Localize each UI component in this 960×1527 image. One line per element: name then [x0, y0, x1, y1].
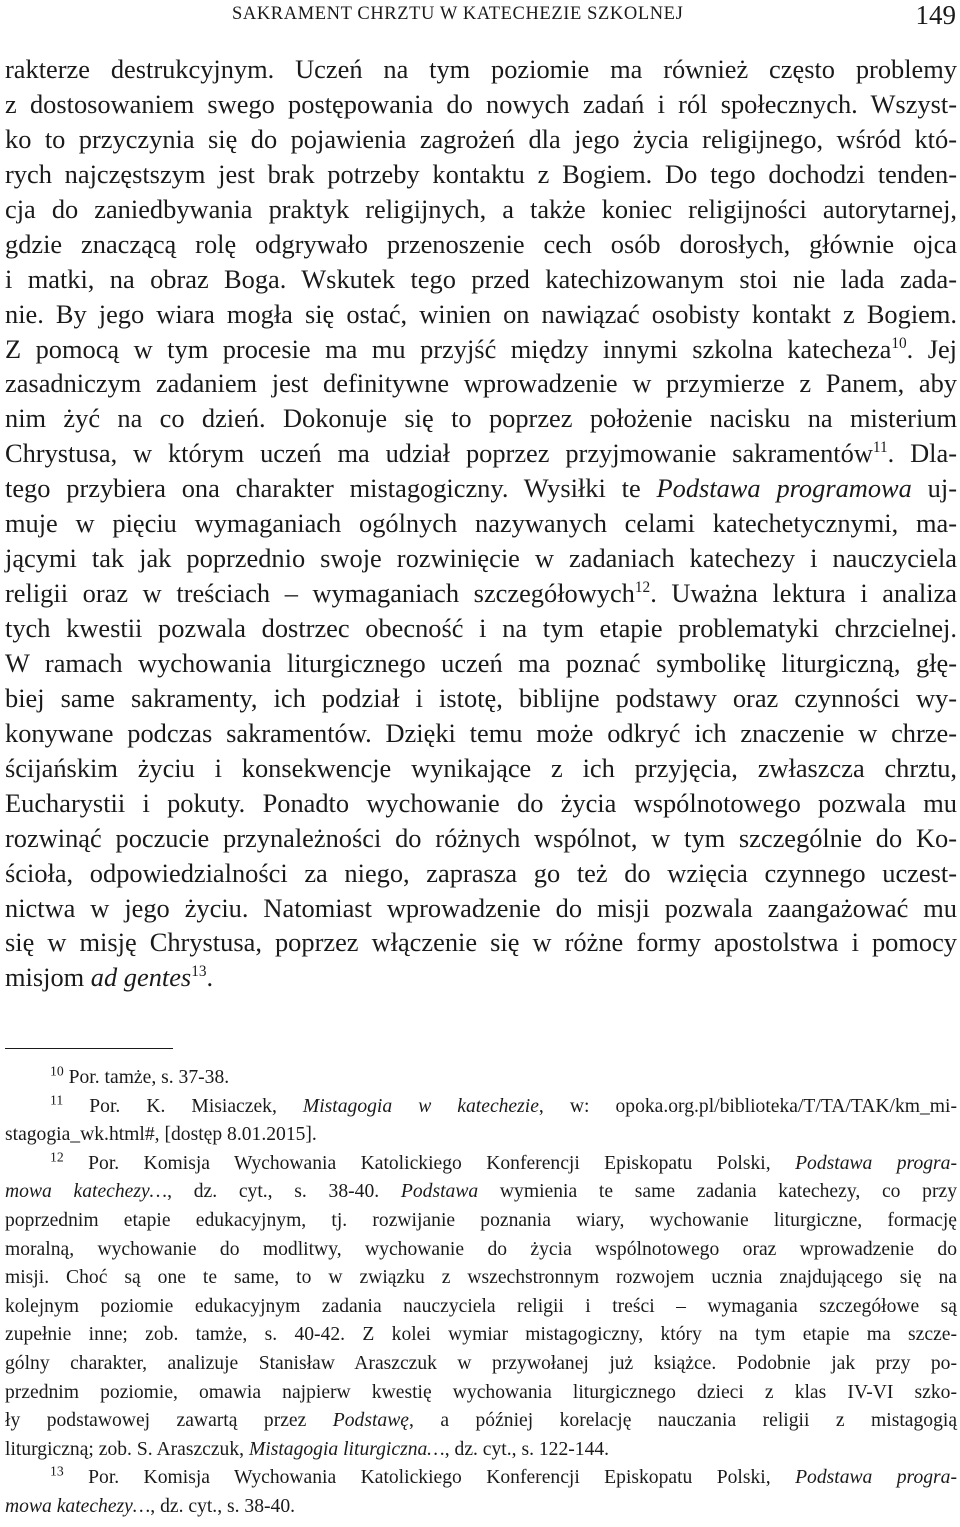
footnote-line: gólny charakter, analizuje Stanisław Araszczuk w przywołanej już książce. Podobnie jak przy po-: [5, 1352, 957, 1374]
page-header: [0, 0, 960, 40]
footnote-separator: [5, 1048, 173, 1049]
footnote-12: $^{12}$ Por. Komisja Wychowania Katolickiego Konferencji Episkopatu Polski, Podstawa progra-: [50, 1149, 957, 1174]
footnote-number: 13: [50, 1463, 64, 1479]
footnote-line: misji. Choć są one te same, to w związku z wszechstronnym rozwojem ucznia znajdującego się na: [5, 1267, 957, 1289]
footnote-number: 10: [50, 1063, 64, 1079]
main-paragraph: [5, 52, 957, 995]
footnote-line: mowa katechezy…, dz. cyt., s. 38-40.: [5, 1495, 296, 1517]
text-line: ścijańskim życiu i konsekwencje wynikające z ich przyjęcia, zwłaszcza chrztu,: [5, 752, 957, 783]
footnote-line: kolejnym poziomie edukacyjnym zadania nauczyciela religii i treści – wymagania szczegółowe są: [5, 1295, 957, 1317]
footnote-11: $^{11}$ Por. K. Misiaczek, Mistagogia w katechezie, w: opoka.org.pl/biblioteka/T/TA/TAK/km_mi-: [50, 1092, 958, 1117]
text-line: zasadniczym zadaniem jest definitywne wprowadzenie w przymierze z Panem, aby: [5, 368, 957, 399]
text-line: rakterze destrukcyjnym. Uczeń na tym poziomie ma również często problemy: [5, 54, 957, 84]
text-line: nictwa w jego życiu. Natomiast wprowadzenie do misji pozwala zaangażować mu: [5, 892, 957, 923]
text-line: cja do zaniedbywania praktyk religijnych, a także koniec religijności autorytarnej,: [5, 193, 957, 224]
footnote-line: przednim poziomie, omawia najpierw kwestię wychowania liturgicznego dzieci z klas IV-VI szko-: [5, 1381, 957, 1403]
text-line: rych najczęstszym jest brak potrzeby kontaktu z Bogiem. Do tego dochodzi tenden-: [5, 158, 957, 189]
footnote-ref: 12: [634, 579, 651, 597]
footnote-line: moralną, wychowanie do modlitwy, wychowanie do życia wspólnotowego oraz wprowadzenie do: [5, 1238, 957, 1260]
text-line: misjom ad gentes$^{13}$.: [5, 962, 214, 993]
text-line: gdzie znaczącą rolę odgrywało przenoszenie cech osób dorosłych, głównie ojca: [5, 228, 957, 259]
text-line: nie. By jego wiara mogła się ostać, winien on nawiązać osobisty kontakt z Bogiem.: [5, 298, 957, 329]
footnote-line: stagogia_wk.html#, [dostęp 8.01.2015].: [5, 1124, 317, 1146]
text-line: nim żyć na co dzień. Dokonuje się to poprzez położenie nacisku na misterium: [5, 403, 957, 434]
footnote-number: 12: [50, 1149, 64, 1165]
footnotes: [5, 1064, 957, 1522]
text-line: Chrystusa, w którym uczeń ma udział poprzez przyjmowanie sakramentów$^{11}$. Dla-: [5, 438, 957, 469]
text-line: ścioła, odpowiedzialności za niego, zaprasza go też do wzięcia czynnego uczest-: [5, 857, 957, 888]
footnote-13: $^{13}$ Por. Komisja Wychowania Katolickiego Konferencji Episkopatu Polski, Podstawa progra-: [50, 1463, 957, 1489]
footnote-line: ły podstawowej zawartą przez Podstawę, a później korelację nauczania religii z mistagogią: [5, 1410, 958, 1432]
footnote-number: 11: [50, 1092, 64, 1108]
text-line: się w misję Chrystusa, poprzez włączenie się w różne formy apostolstwa i pomocy: [5, 927, 957, 958]
footnote-10: $^{10}$ Por. tamże, s. 37-38.: [50, 1063, 230, 1088]
text-line: konywane podczas sakramentów. Dzięki temu może odkryć ich znaczenie w chrze-: [5, 717, 957, 748]
text-line: muje w pięciu wymaganiach ogólnych nazywanych celami katechetycznymi, ma-: [5, 508, 957, 539]
text-line: Eucharystii i pokuty. Ponadto wychowanie do życia wspólnotowego pozwala mu: [5, 787, 957, 818]
text-line: religii oraz w treściach – wymaganiach szczegółowych$^{12}$. Uważna lektura i analiza: [5, 578, 957, 609]
footnote-line: mowa katechezy…, dz. cyt., s. 38-40. Podstawa wymienia te same zadania katechezy, co przy: [5, 1181, 957, 1203]
text-line: rozwinąć poczucie przynależności do różnych wspólnot, w tym szczególnie do Ko-: [5, 822, 957, 853]
text-line: tych kwestii pozwala dostrzec obecność i na tym etapie problematyki chrzcielnej.: [5, 613, 957, 643]
page-number: 149: [915, 0, 956, 30]
text-line: i matki, na obraz Boga. Wskutek tego przed katechizowanym stoi nie lada zada-: [5, 263, 957, 294]
footnote-ref: 10: [891, 334, 907, 352]
text-line: biej same sakramenty, ich podział i istotę, biblijne podstawy oraz czynności wy-: [5, 682, 957, 713]
text-line: Z pomocą w tym procesie ma mu przyjść między innymi szkolna katecheza$^{10}$. Jej: [5, 333, 958, 364]
text-line: tego przybiera ona charakter mistagogiczny. Wysiłki te Podstawa programowa uj-: [5, 473, 957, 504]
text-line: z dostosowaniem swego postępowania do nowych zadań i ról społecznych. Wszyst-: [5, 88, 957, 119]
footnote-ref: 11: [872, 439, 888, 457]
footnote-line: zupełnie inne; zob. tamże, s. 40-42. Z kolei wymiar mistagogiczny, który na tym etapie ma szcze-: [5, 1324, 957, 1346]
text-line: jącymi tak jak poprzednio swoje rozwinięcie w zadaniach katechezy i nauczyciela: [5, 543, 957, 574]
text-line: W ramach wychowania liturgicznego uczeń ma poznać symbolikę liturgiczną, głę-: [5, 647, 957, 678]
footnote-ref: 13: [191, 963, 207, 981]
running-title: SAKRAMENT CHRZTU W KATECHEZIE SZKOLNEJ: [232, 4, 684, 24]
footnote-line: poprzednim etapie edukacyjnym, tj. rozwijanie poznania wiary, wychowanie liturgiczne, formację: [5, 1209, 957, 1231]
footnote-line: liturgiczną; zob. S. Araszczuk, Mistagogia liturgiczna…, dz. cyt., s. 122-144.: [5, 1438, 610, 1460]
text-line: ko to przyczynia się do pojawienia zagrożeń dla jego życia religijnego, wśród któ-: [5, 123, 957, 154]
